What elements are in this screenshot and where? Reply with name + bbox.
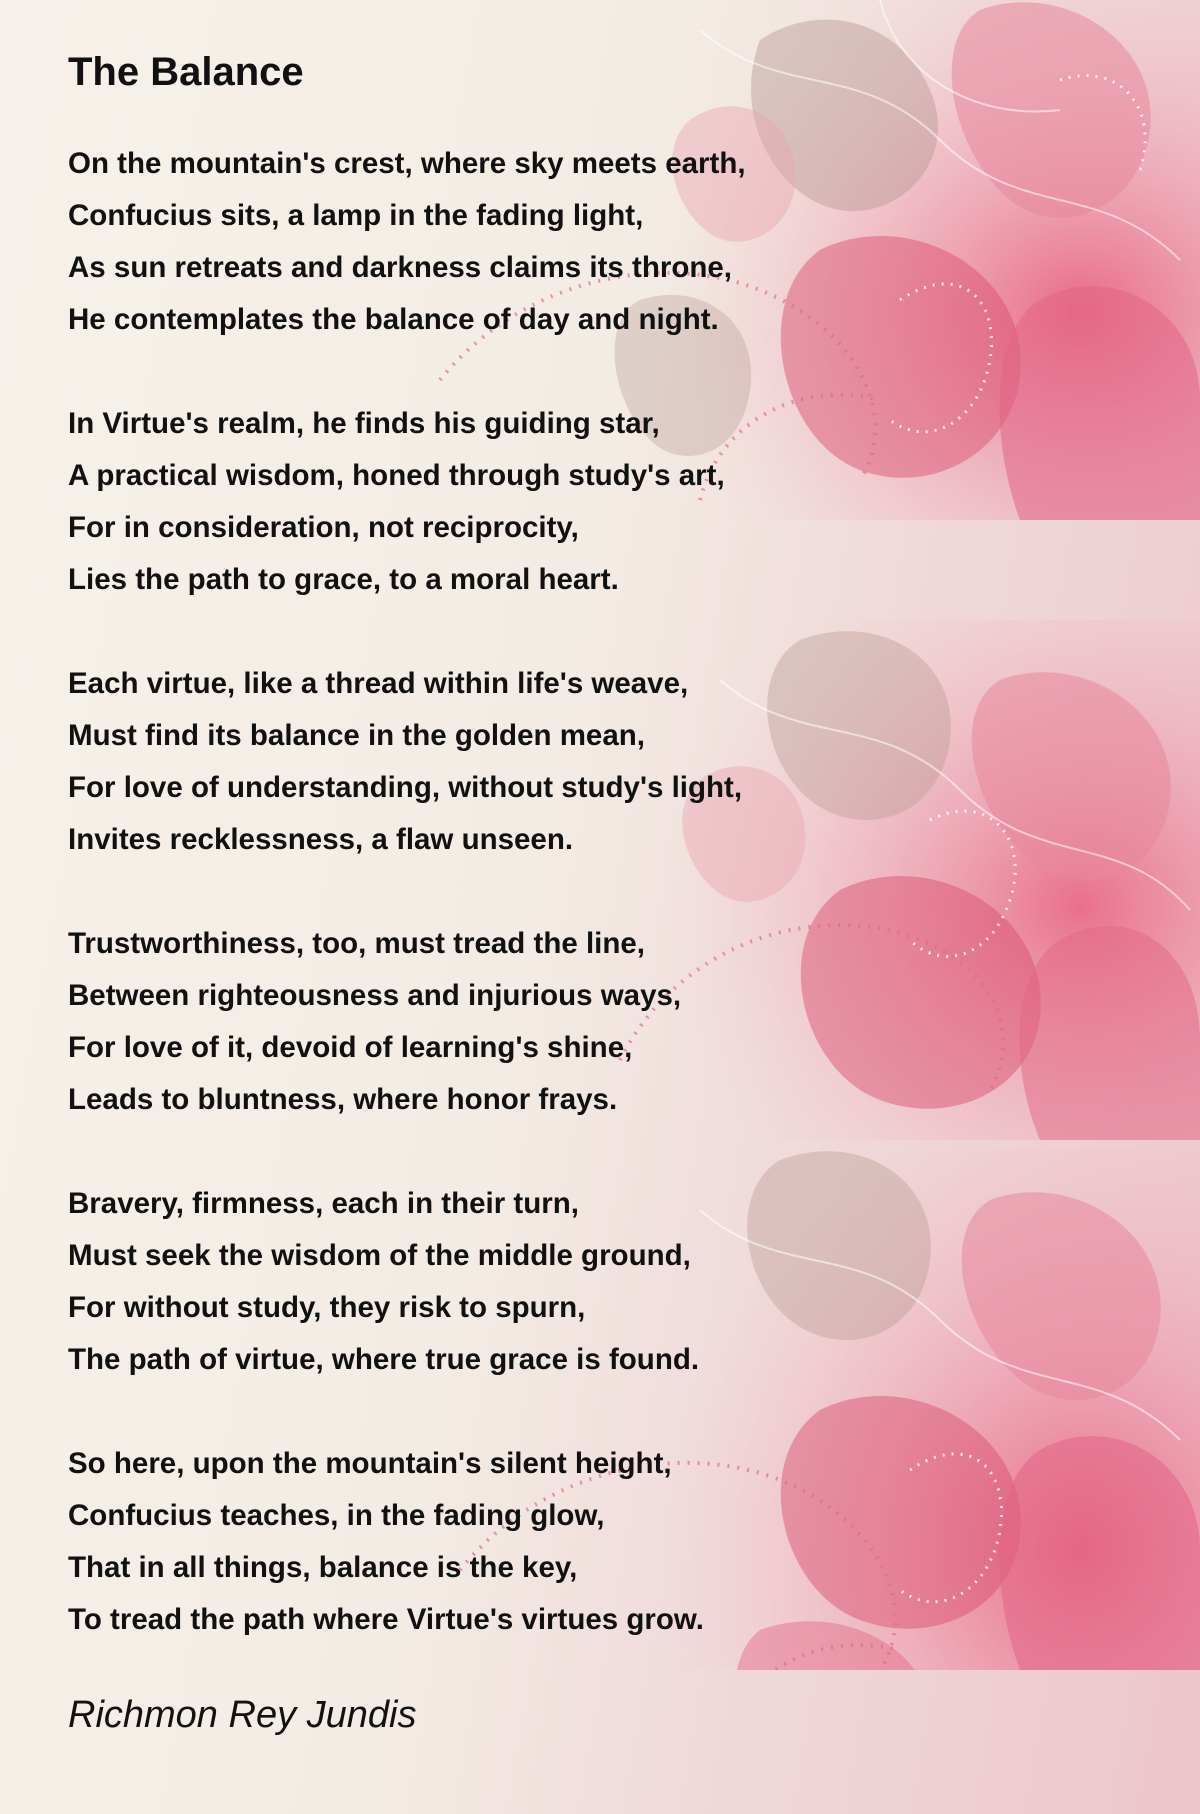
poem-line: As sun retreats and darkness claims its throne, — [68, 251, 732, 284]
poem-line: For love of it, devoid of learning's shine, — [68, 1031, 633, 1064]
poem-line: That in all things, balance is the key, — [68, 1551, 578, 1584]
poem-line: The path of virtue, where true grace is found. — [68, 1343, 700, 1376]
poem-line: For without study, they risk to spurn, — [68, 1291, 586, 1324]
poem-line: Bravery, firmness, each in their turn, — [68, 1187, 579, 1220]
poem-line: For love of understanding, without study's light, — [68, 771, 743, 804]
poem-line: Must find its balance in the golden mean, — [68, 719, 645, 752]
stanza-1 — [68, 138, 968, 346]
poem-line: To tread the path where Virtue's virtues grow. — [68, 1603, 704, 1636]
poem-line: So here, upon the mountain's silent height, — [68, 1447, 672, 1480]
poem-content — [68, 48, 968, 1737]
poem-line: He contemplates the balance of day and night. — [68, 303, 719, 336]
poem-line: Invites recklessness, a flaw unseen. — [68, 823, 574, 856]
stanza-3 — [68, 658, 968, 866]
poem-line: Between righteousness and injurious ways, — [68, 979, 682, 1012]
poem-line: Trustworthiness, too, must tread the line, — [68, 927, 645, 960]
poem-line: Lies the path to grace, to a moral heart. — [68, 563, 619, 596]
stanza-2 — [68, 398, 968, 606]
poem-line: Confucius sits, a lamp in the fading light, — [68, 199, 644, 232]
poem-line: A practical wisdom, honed through study's art, — [68, 459, 725, 492]
stanza-4 — [68, 918, 968, 1126]
poem-line: In Virtue's realm, he finds his guiding star, — [68, 407, 660, 440]
poem-line: Leads to bluntness, where honor frays. — [68, 1083, 618, 1116]
poem-line: Must seek the wisdom of the middle ground, — [68, 1239, 691, 1272]
poem-line: For in consideration, not reciprocity, — [68, 511, 579, 544]
poem-title: The Balance — [68, 50, 304, 94]
poem-author: Richmon Rey Jundis — [68, 1694, 417, 1736]
poem-line: On the mountain's crest, where sky meets earth, — [68, 147, 746, 180]
stanza-6 — [68, 1438, 968, 1646]
poem-line: Confucius teaches, in the fading glow, — [68, 1499, 605, 1532]
poem-line: Each virtue, like a thread within life's weave, — [68, 667, 689, 700]
stanza-5 — [68, 1178, 968, 1386]
